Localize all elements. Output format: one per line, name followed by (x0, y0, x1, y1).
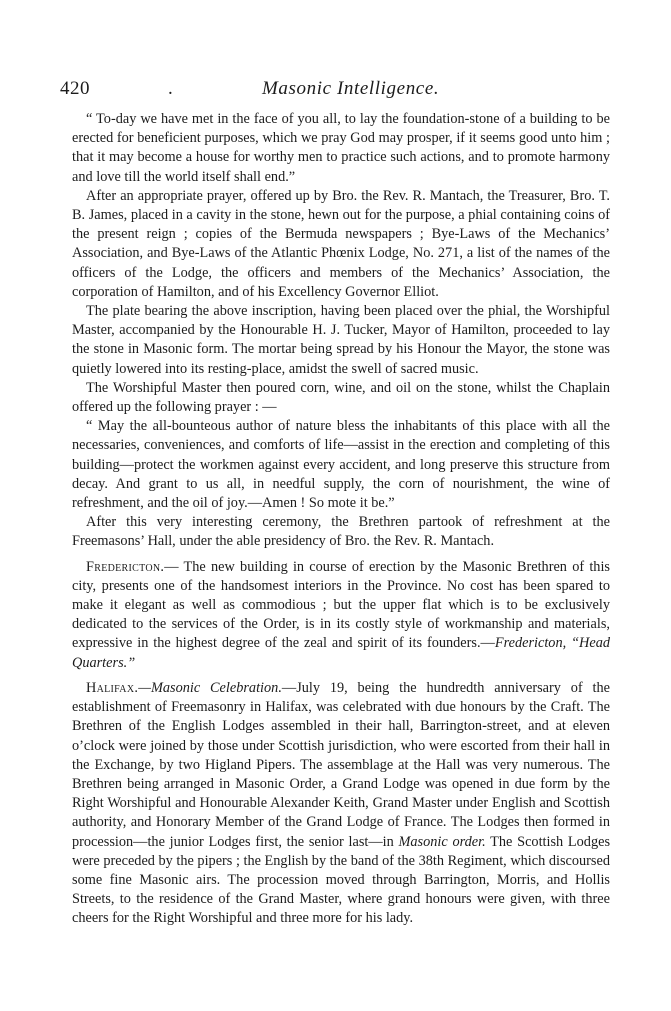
header-separator: . (168, 78, 173, 99)
fredericton-body: — The new building in course of erection by the Masonic Brethren of this city, presents one of the handsomest interiors in the Province. No cost has been spared to make it elegant as well as commodious ; but the upper flat which is to be exclusively dedicated to the services of the Order, is in its costly style of workmanship and materials, expressive in the highest degree of the zeal and spirit of its founders.— (72, 558, 610, 652)
halifax-masonic-order: Masonic order. (398, 833, 486, 850)
halifax-body-end: The Scottish Lodges were preceded by the pipers ; the English by the band of the 38th Regiment, which discoursed some fine Masonic airs. The procession moved through Barrington, Morris, and Hollis Streets, to the residence of the Grand Master, where grand honours were given, with three cheers for the Right Worshipful and three more for his lady. (72, 833, 611, 927)
fredericton-source: Fredericton, “Head Quarters.” (72, 635, 610, 671)
running-title: Masonic Intelligence. (262, 78, 440, 99)
paragraph-laying-stone: The plate bearing the above inscription, having been placed over the phial, the Worshipful Master, accompanied by the Honourable H. J. Tucker, Mayor of Hamilton, proceeded to lay the stone in Masonic form. The mortar being spread by his Honour the Mayor, the stone was quietly lowered into its resting-place, amidst the swell of sacred music. (72, 303, 610, 377)
halifax-heading: Halifax. (86, 679, 139, 696)
paragraph-chaplain-prayer: “ May the all-bounteous author of nature bless the inhabitants of this place with all the necessaries, conveniences, and comforts of life—assist in the erection and completing of this building—protect the workmen against every accident, and long preserve this structure from decay. And grant to us all, in needful supply, the corn of nourishment, the wine of refreshment, and the oil of joy.—Amen ! So mote it be.” (72, 418, 610, 512)
paragraph-refreshment: After this very interesting ceremony, the Brethren partook of refreshment at the Freemasons’ Hall, under the able presidency of Bro. the Rev. R. Mantach. (72, 514, 610, 550)
halifax-body: —July 19, being the hundredth anniversary of the establishment of Freemasonry in Halifax, was celebrated with due honours by the Craft. The Brethren of the English Lodges assembled in their hall, Barrington-street, and at eleven o’clock were joined by those under Scottish jurisdiction, who were escorted from their hall in the Exchange, by two Higland Pipers. The assemblage at the Hall was very numerous. The Brethren being arranged in Masonic Order, a Grand Lodge was opened in due form by the Right Worshipful and Honourable Alexander Keith, Grand Master under English and Scottish authority, and Honorary Member of the Grand Lodge of France. The Lodges then formed in procession—the junior Lodges first, the senior last—in (72, 679, 610, 850)
paragraph-prayer-quote: “ To-day we have met in the face of you all, to lay the foundation-stone of a building to be erected for beneficient purposes, which we pray God may prosper, if it seems good unto him ; that it may become a house for worthy men to practice such actions, and to promote harmony and love till the world itself shall end.” (72, 111, 610, 185)
book-page (60, 78, 611, 929)
paragraph-corn-wine-oil: The Worshipful Master then poured corn, wine, and oil on the stone, whilst the Chaplain offered up the following prayer : — (72, 379, 610, 416)
fredericton-heading: Fredericton. (86, 558, 165, 575)
section-fredericton (72, 558, 610, 673)
page-number: 420 (60, 78, 90, 99)
section-halifax (72, 679, 610, 929)
running-head (60, 78, 610, 104)
paragraph-phial-deposit: After an appropriate prayer, offered up by Bro. the Rev. R. Mantach, the Treasurer, Bro. T. B. James, placed in a cavity in the stone, hewn out for the purpose, a phial containing coins of the present reign ; copies of the Bermuda newspapers ; Bye-Laws of the Mechanics’ Association, and Bye-Laws of the Atlantic Phœnix Lodge, No. 271, a list of the names of the officers of the Lodge, the officers and members of the Mechanics’ Association, the corporation of Hamilton, and of his Excellency Governor Elliot. (72, 187, 610, 300)
halifax-title: —Masonic Celebration. (138, 679, 282, 696)
